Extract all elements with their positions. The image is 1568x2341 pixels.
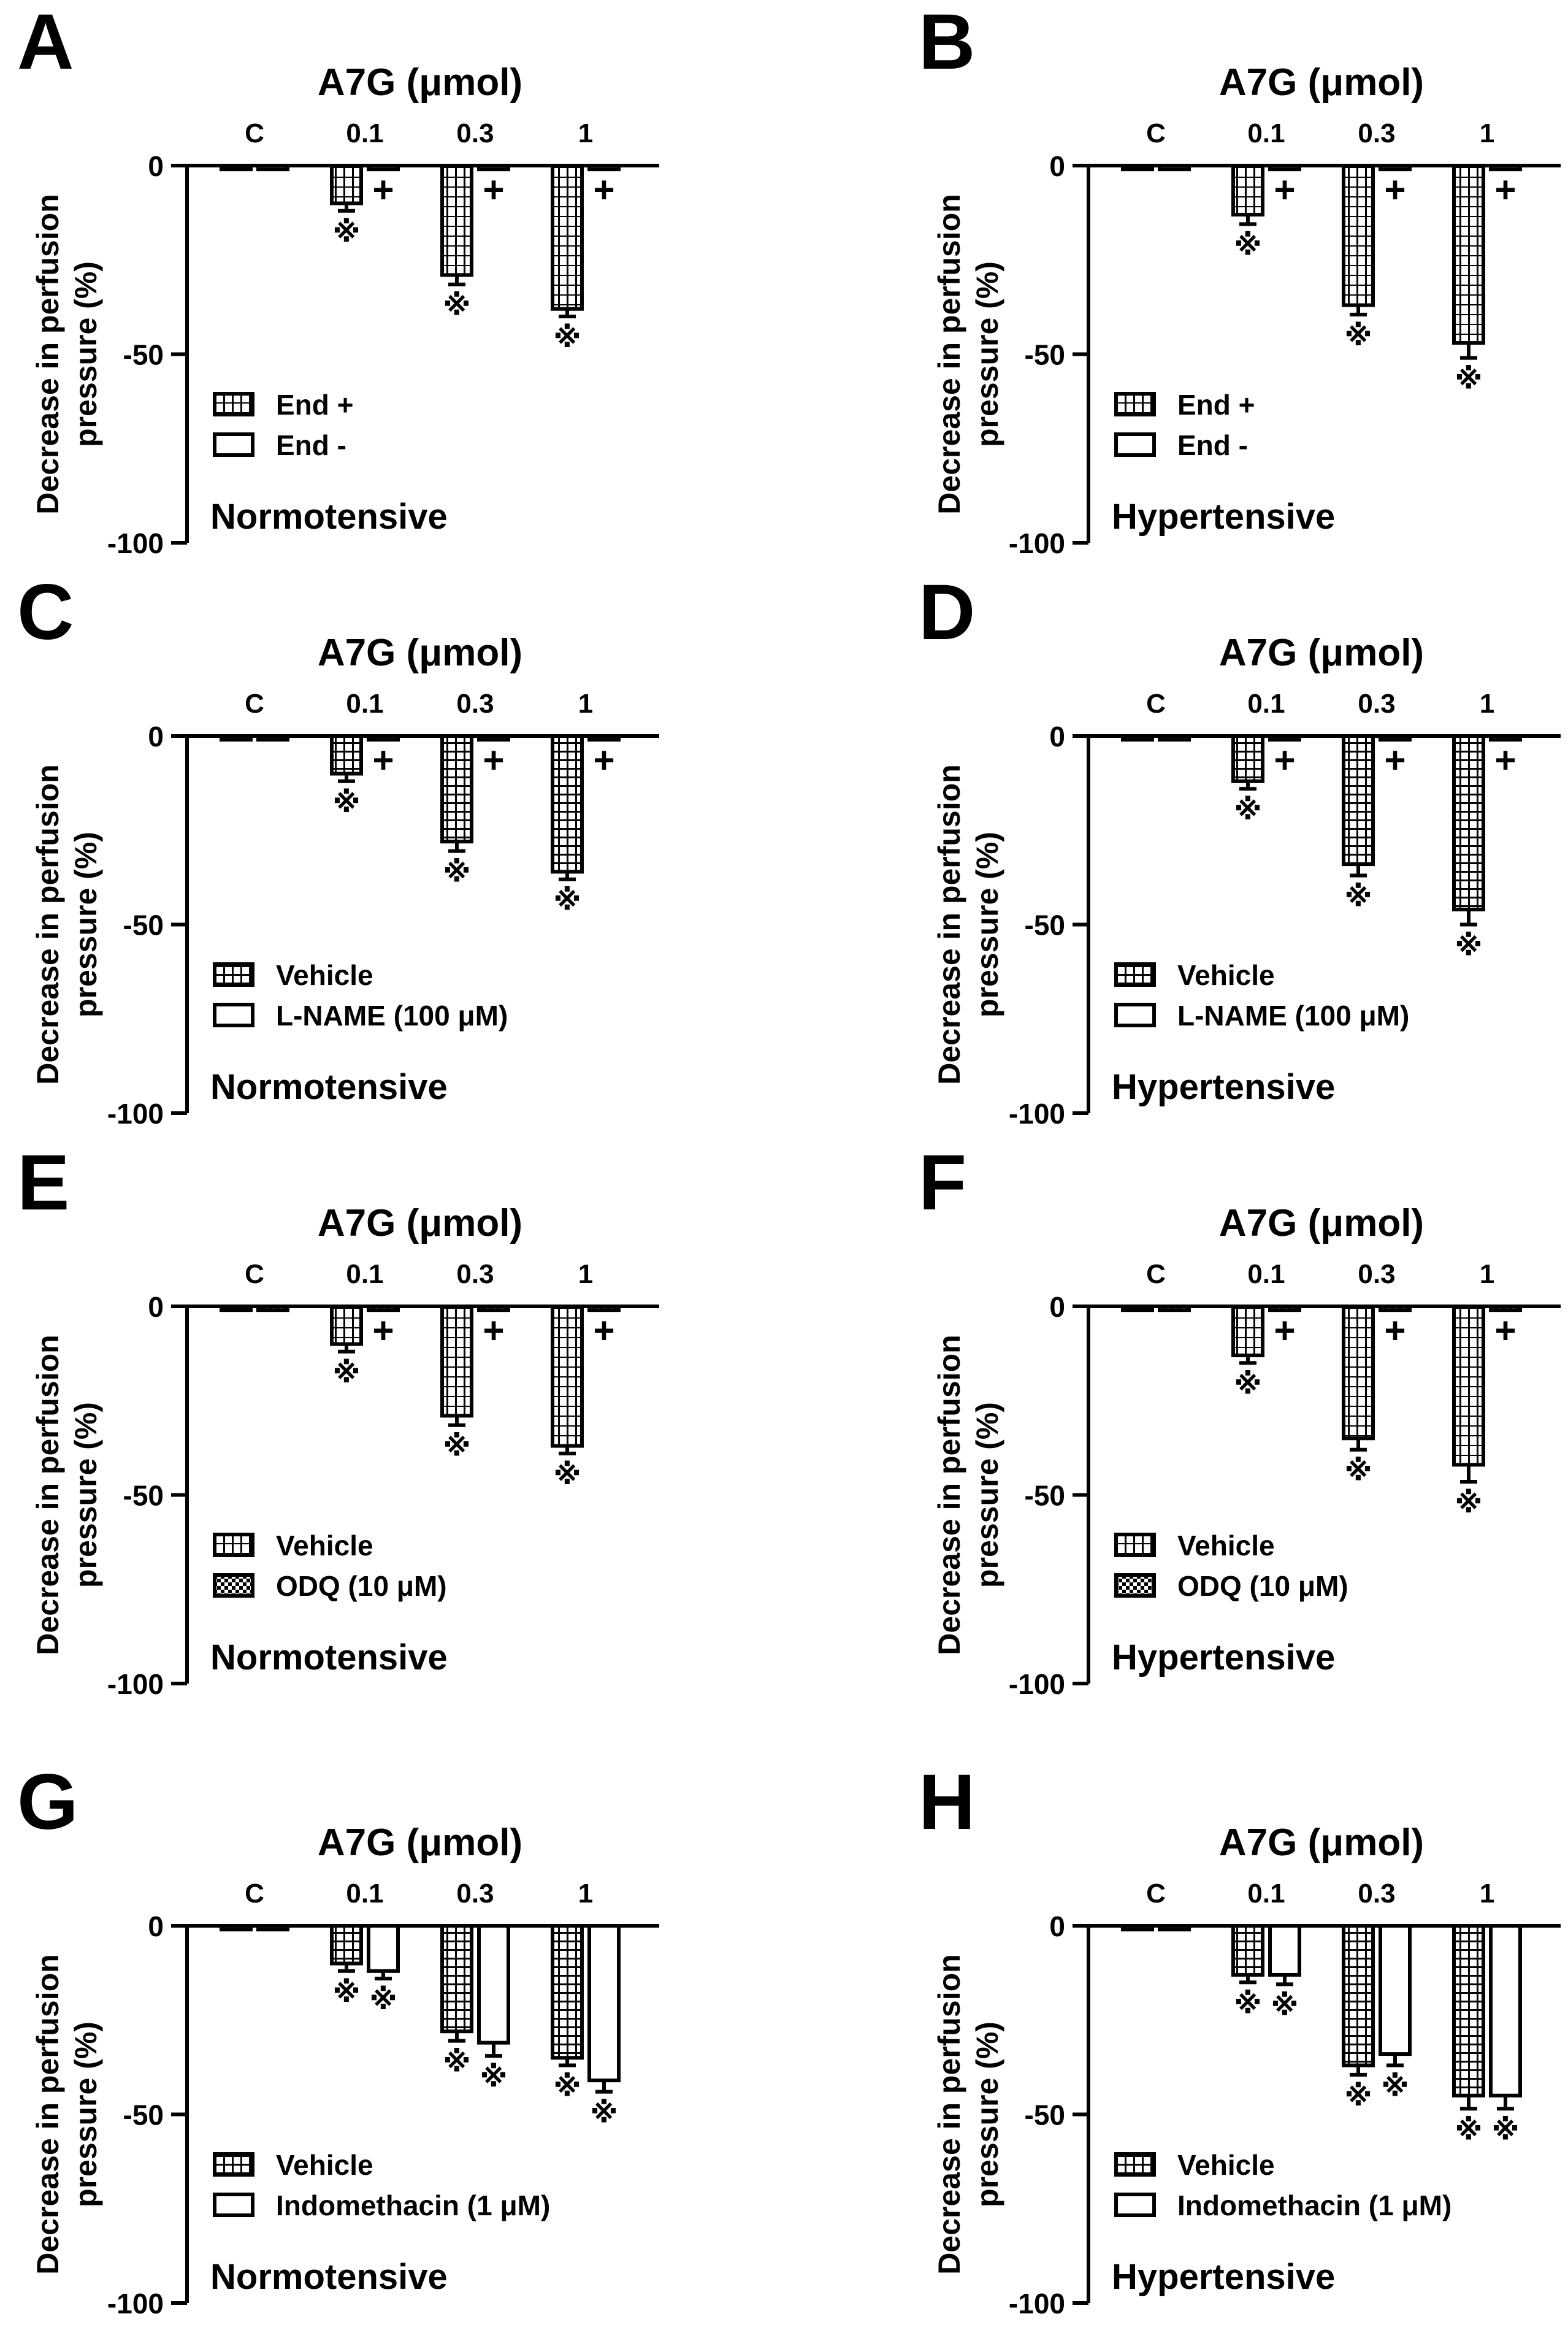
bar <box>1454 736 1483 910</box>
significance-marker: + <box>1274 739 1296 781</box>
significance-marker: ※ <box>1455 929 1483 962</box>
group-label: C <box>245 1879 264 1909</box>
bar <box>1270 1926 1299 1975</box>
group-label: 0.1 <box>346 118 384 148</box>
significance-marker: ※ <box>1234 1987 1262 2020</box>
y-tick-label: -100 <box>107 1098 164 1130</box>
legend-label: Vehicle <box>1177 959 1275 991</box>
y-axis-label <box>31 1335 103 1655</box>
y-axis-label-line: Decrease in perfusion <box>31 194 65 515</box>
bar <box>1344 736 1373 864</box>
bar <box>221 736 251 740</box>
group-label: 1 <box>578 1879 594 1909</box>
panel-h <box>919 1758 1561 2320</box>
legend-swatch <box>1116 1534 1154 1555</box>
y-axis-label-line: pressure (%) <box>69 2021 103 2207</box>
y-axis-label <box>31 764 103 1084</box>
bar <box>1454 1926 1483 2096</box>
group-label: 0.3 <box>456 118 494 148</box>
legend-swatch <box>215 2194 253 2215</box>
panel-letter: D <box>919 569 976 656</box>
chart-title: A7G (μmol) <box>317 61 523 104</box>
legend-swatch <box>215 1005 253 1025</box>
bar <box>442 1926 472 2031</box>
legend-swatch <box>215 394 253 415</box>
significance-marker: + <box>593 169 615 210</box>
bar <box>1344 1306 1373 1438</box>
y-axis-label-line: pressure (%) <box>69 832 103 1017</box>
bar <box>442 1306 472 1416</box>
y-axis-label <box>932 1954 1004 2274</box>
bar <box>553 1926 582 2058</box>
panel-g <box>17 1758 659 2320</box>
group-label: 0.3 <box>1358 689 1396 719</box>
legend-swatch <box>1116 964 1154 985</box>
significance-marker: + <box>483 1309 505 1351</box>
condition-label: Normotensive <box>210 2257 448 2297</box>
y-tick-label: 0 <box>148 1291 164 1323</box>
group-label: 1 <box>1479 118 1495 148</box>
significance-marker: ※ <box>553 884 581 916</box>
condition-label: Hypertensive <box>1112 2257 1336 2297</box>
bar <box>553 736 582 872</box>
group-label: 0.1 <box>1247 118 1285 148</box>
significance-marker: ※ <box>1234 1368 1262 1400</box>
panel-letter: F <box>919 1139 967 1227</box>
condition-label: Hypertensive <box>1112 1638 1336 1677</box>
significance-marker: ※ <box>590 2096 618 2129</box>
group-label: C <box>1146 1259 1166 1289</box>
group-label: 1 <box>1479 1259 1495 1289</box>
significance-marker: ※ <box>332 1975 361 2008</box>
y-tick-label: 0 <box>148 1910 164 1942</box>
bar <box>221 1926 251 1929</box>
condition-label: Normotensive <box>210 1638 448 1677</box>
panel-letter: E <box>17 1139 70 1227</box>
bar <box>332 736 361 774</box>
y-tick-label: 0 <box>148 150 164 182</box>
bar <box>1160 166 1189 169</box>
y-axis-label-line: Decrease in perfusion <box>932 194 966 515</box>
chart-title: A7G (μmol) <box>1218 1202 1425 1244</box>
condition-label: Hypertensive <box>1112 497 1336 537</box>
significance-marker: ※ <box>1491 2113 1520 2146</box>
significance-marker: ※ <box>1344 880 1372 913</box>
bar <box>1123 166 1152 169</box>
significance-marker: + <box>1494 739 1516 781</box>
panel-d <box>919 569 1561 1130</box>
legend-swatch <box>215 1534 253 1555</box>
legend-label: Vehicle <box>1177 1530 1275 1561</box>
legend-label: Vehicle <box>276 2149 373 2181</box>
bar <box>553 1306 582 1446</box>
y-tick-label: -50 <box>1024 909 1065 941</box>
panel-letter: C <box>17 569 74 656</box>
legend-label: ODQ (10 μM) <box>276 1570 447 1602</box>
group-label: 1 <box>578 118 594 148</box>
y-tick-label: 0 <box>1049 1291 1065 1323</box>
condition-label: Hypertensive <box>1112 1067 1336 1107</box>
y-tick-label: 0 <box>148 721 164 753</box>
group-label: 0.3 <box>1358 1879 1396 1909</box>
significance-marker: + <box>1384 169 1406 210</box>
y-axis-label-line: Decrease in perfusion <box>31 1335 65 1655</box>
significance-marker: ※ <box>332 786 361 818</box>
panel-f <box>919 1139 1561 1700</box>
bar <box>1233 166 1263 215</box>
y-axis-label-line: Decrease in perfusion <box>31 764 65 1085</box>
y-tick-label: -50 <box>123 339 164 371</box>
y-tick-label: -50 <box>1024 2099 1065 2131</box>
bar <box>258 736 288 740</box>
panel-c <box>17 569 659 1130</box>
group-label: C <box>245 1259 264 1289</box>
legend-label: Indomethacin (1 μM) <box>276 2190 551 2221</box>
bar <box>553 166 582 309</box>
y-tick-label: -50 <box>1024 339 1065 371</box>
y-tick-label: 0 <box>1049 721 1065 753</box>
panel-letter: A <box>17 0 74 86</box>
y-tick-label: 0 <box>1049 150 1065 182</box>
legend-swatch <box>215 964 253 985</box>
significance-marker: + <box>372 1309 394 1351</box>
legend-label: Vehicle <box>276 959 373 991</box>
group-label: 0.1 <box>1247 1259 1285 1289</box>
group-label: 1 <box>578 1259 594 1289</box>
y-tick-label: -50 <box>123 909 164 941</box>
bar <box>369 1926 398 1971</box>
group-label: 0.1 <box>346 1259 384 1289</box>
significance-marker: + <box>372 169 394 210</box>
significance-marker: + <box>1274 1309 1296 1351</box>
significance-marker: ※ <box>1271 1989 1299 2021</box>
condition-label: Normotensive <box>210 1067 448 1107</box>
significance-marker: + <box>483 739 505 781</box>
significance-marker: ※ <box>553 1458 581 1490</box>
significance-marker: ※ <box>1455 2113 1483 2146</box>
condition-label: Normotensive <box>210 497 448 537</box>
significance-marker: ※ <box>369 1983 397 2016</box>
bar <box>332 166 361 204</box>
bar <box>1233 1926 1263 1975</box>
significance-marker: ※ <box>1344 2079 1372 2112</box>
group-label: 1 <box>1479 1879 1495 1909</box>
significance-marker: + <box>593 1309 615 1351</box>
bar <box>442 736 472 841</box>
bar <box>479 1926 508 2043</box>
y-tick-label: -100 <box>1008 1668 1065 1700</box>
bar <box>1380 1926 1410 2054</box>
bar <box>258 1306 288 1310</box>
y-axis-label-line: pressure (%) <box>970 2021 1004 2207</box>
bar <box>221 1306 251 1310</box>
y-axis-label <box>31 1954 103 2274</box>
bar <box>221 166 251 169</box>
bar <box>1491 1926 1520 2096</box>
legend-label: L-NAME (100 μM) <box>276 1000 508 1032</box>
chart-title: A7G (μmol) <box>1218 632 1425 674</box>
group-label: C <box>1146 689 1166 719</box>
significance-marker: ※ <box>1234 229 1262 261</box>
bar <box>258 166 288 169</box>
significance-marker: ※ <box>1455 362 1483 395</box>
panel-a <box>17 0 659 559</box>
legend-swatch <box>1116 1005 1154 1025</box>
legend-label: L-NAME (100 μM) <box>1177 1000 1410 1032</box>
group-label: 1 <box>1479 689 1495 719</box>
y-axis-label-line: Decrease in perfusion <box>31 1954 65 2275</box>
significance-marker: + <box>483 169 505 210</box>
significance-marker: + <box>1384 739 1406 781</box>
y-axis-label-line: Decrease in perfusion <box>932 764 966 1085</box>
significance-marker: ※ <box>443 289 471 321</box>
y-axis-label-line: pressure (%) <box>69 1402 103 1588</box>
group-label: C <box>1146 118 1166 148</box>
legend-label: End + <box>1177 389 1255 421</box>
significance-marker: ※ <box>443 856 471 888</box>
y-tick-label: -100 <box>107 527 164 559</box>
chart-title: A7G (μmol) <box>317 1822 523 1864</box>
bar <box>1454 166 1483 343</box>
panel-e <box>17 1139 659 1700</box>
panel-letter: G <box>17 1758 78 1846</box>
significance-marker: + <box>1494 1309 1516 1351</box>
significance-marker: ※ <box>1381 2070 1409 2102</box>
significance-marker: ※ <box>1344 319 1372 351</box>
group-label: 1 <box>578 689 594 719</box>
group-label: 0.3 <box>456 1259 494 1289</box>
y-tick-label: -50 <box>123 1479 164 1512</box>
chart-title: A7G (μmol) <box>317 1202 523 1244</box>
group-label: C <box>1146 1879 1166 1909</box>
legend-label: ODQ (10 μM) <box>1177 1570 1348 1602</box>
significance-marker: ※ <box>332 215 361 248</box>
y-tick-label: -100 <box>1008 2288 1065 2320</box>
group-label: 0.1 <box>346 1879 384 1909</box>
panel-letter: H <box>919 1758 976 1846</box>
y-tick-label: -100 <box>107 1668 164 1700</box>
legend-label: End - <box>276 429 346 461</box>
group-label: 0.1 <box>1247 1879 1285 1909</box>
bar <box>332 1306 361 1344</box>
bar <box>1123 736 1152 740</box>
y-axis-label-line: pressure (%) <box>970 1402 1004 1588</box>
bar <box>1344 1926 1373 2066</box>
bar <box>1160 1926 1189 1929</box>
group-label: 0.3 <box>456 1879 494 1909</box>
group-label: 0.1 <box>1247 689 1285 719</box>
chart-title: A7G (μmol) <box>1218 61 1425 104</box>
legend-swatch <box>1116 2154 1154 2175</box>
group-label: 0.3 <box>1358 1259 1396 1289</box>
legend-label: End + <box>276 389 354 421</box>
y-tick-label: -50 <box>1024 1479 1065 1512</box>
y-tick-label: -50 <box>123 2099 164 2131</box>
legend-label: Indomethacin (1 μM) <box>1177 2190 1452 2221</box>
group-label: C <box>245 118 264 148</box>
y-axis-label-line: pressure (%) <box>970 832 1004 1017</box>
group-label: 0.3 <box>1358 118 1396 148</box>
bar <box>1160 1306 1189 1310</box>
significance-marker: + <box>372 739 394 781</box>
legend-swatch <box>1116 434 1154 455</box>
significance-marker: ※ <box>553 2070 581 2102</box>
significance-marker: ※ <box>480 2061 508 2093</box>
panel-letter: B <box>919 0 976 86</box>
significance-marker: ※ <box>332 1356 361 1389</box>
y-axis-label-line: Decrease in perfusion <box>932 1335 966 1655</box>
legend-label: Vehicle <box>276 1530 373 1561</box>
y-axis-label <box>932 194 1004 514</box>
significance-marker: + <box>593 739 615 781</box>
y-axis-label-line: pressure (%) <box>970 261 1004 447</box>
bar <box>1344 166 1373 305</box>
group-label: C <box>245 689 264 719</box>
legend-swatch <box>215 1575 253 1596</box>
panel-b <box>919 0 1561 559</box>
group-label: 0.3 <box>456 689 494 719</box>
y-tick-label: -100 <box>1008 1098 1065 1130</box>
y-axis-label-line: Decrease in perfusion <box>932 1954 966 2275</box>
bar <box>1233 1306 1263 1355</box>
significance-marker: ※ <box>443 1430 471 1462</box>
legend-swatch <box>1116 1575 1154 1596</box>
significance-marker: ※ <box>443 2045 471 2078</box>
significance-marker: ※ <box>553 321 581 353</box>
bar <box>1123 1926 1152 1929</box>
bar <box>589 1926 619 2080</box>
significance-marker: + <box>1384 1309 1406 1351</box>
significance-marker: + <box>1274 169 1296 210</box>
y-tick-label: -100 <box>107 2288 164 2320</box>
bar <box>1454 1306 1483 1465</box>
bar <box>332 1926 361 1964</box>
chart-title: A7G (μmol) <box>317 632 523 674</box>
legend-swatch <box>1116 2194 1154 2215</box>
y-axis-label <box>932 764 1004 1084</box>
legend-swatch <box>1116 394 1154 415</box>
y-axis-label <box>932 1335 1004 1655</box>
y-axis-label-line: pressure (%) <box>69 261 103 447</box>
bar <box>258 1926 288 1929</box>
bar <box>442 166 472 275</box>
y-tick-label: -100 <box>1008 527 1065 559</box>
y-tick-label: 0 <box>1049 1910 1065 1942</box>
significance-marker: ※ <box>1455 1486 1483 1519</box>
legend-label: End - <box>1177 429 1248 461</box>
y-axis-label <box>31 194 103 514</box>
bar <box>1233 736 1263 781</box>
bar <box>1123 1306 1152 1310</box>
significance-marker: ※ <box>1344 1454 1372 1487</box>
significance-marker: + <box>1494 169 1516 210</box>
chart-title: A7G (μmol) <box>1218 1822 1425 1864</box>
significance-marker: ※ <box>1234 794 1262 826</box>
group-label: 0.1 <box>346 689 384 719</box>
bar <box>1160 736 1189 740</box>
legend-swatch <box>215 434 253 455</box>
legend-label: Vehicle <box>1177 2149 1275 2181</box>
legend-swatch <box>215 2154 253 2175</box>
